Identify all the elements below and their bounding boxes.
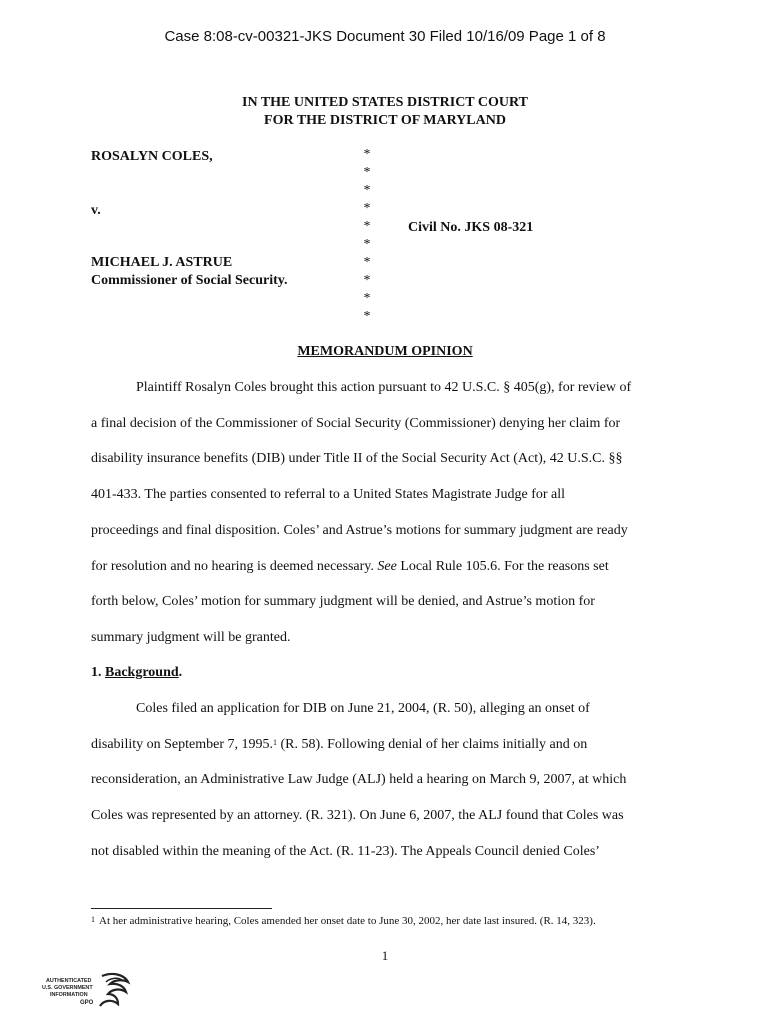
defendant-name: MICHAEL J. ASTRUE xyxy=(91,255,233,270)
caption-star: * xyxy=(363,273,371,288)
intro-paragraph xyxy=(91,370,691,656)
defendant-title: Commissioner of Social Security. xyxy=(91,273,288,288)
paragraph-line: disability insurance benefits (DIB) under Title II of the Social Security Act (Act), 42 U.S.C. §§ xyxy=(91,451,623,467)
paragraph-line: not disabled within the meaning of the Act. (R. 11-23). The Appeals Council denied Coles’ xyxy=(91,843,600,859)
paragraph-line: 401-433. The parties consented to referral to a United States Magistrate Judge for all xyxy=(91,487,566,503)
paragraph-line xyxy=(91,727,691,763)
court-name-line1: IN THE UNITED STATES DISTRICT COURT xyxy=(242,95,528,110)
caption-star: * xyxy=(363,219,371,234)
court-name-line2: FOR THE DISTRICT OF MARYLAND xyxy=(264,113,506,128)
see-citation-signal: See xyxy=(377,558,397,574)
background-paragraph xyxy=(91,691,691,870)
page-number: 1 xyxy=(381,948,389,963)
paragraph-line: forth below, Coles’ motion for summary judgment will be denied, and Astrue’s motion for xyxy=(91,594,595,610)
civil-case-number: Civil No. JKS 08-321 xyxy=(408,220,534,235)
caption-star: * xyxy=(363,309,371,324)
paragraph-line: Plaintiff Rosalyn Coles brought this action pursuant to 42 U.S.C. § 405(g), for review of xyxy=(136,380,632,395)
gpo-eagle-icon xyxy=(40,970,140,1016)
footnote-reference[interactable]: 1 xyxy=(272,737,277,747)
paragraph-line: reconsideration, an Administrative Law Judge (ALJ) held a hearing on March 9, 2007, at which xyxy=(91,772,627,788)
paragraph-line: Coles was represented by an attorney. (R. 321). On June 6, 2007, the ALJ found that Coles was xyxy=(91,808,624,824)
paragraph-line: summary judgment will be granted. xyxy=(91,629,291,645)
section-number: 1. xyxy=(91,665,105,680)
logo-line3: INFORMATION xyxy=(50,992,88,998)
section-heading-text: Background xyxy=(105,665,179,680)
logo-line2: U.S. GOVERNMENT xyxy=(42,985,93,991)
caption-star: * xyxy=(363,165,371,180)
paragraph-line: proceedings and final disposition. Coles’ and Astrue’s motions for summary judgment are ready xyxy=(91,522,628,538)
caption-star: * xyxy=(363,291,371,306)
footnote-divider xyxy=(91,908,272,909)
plaintiff-name: ROSALYN COLES, xyxy=(91,149,213,164)
document-header-stamp: Case 8:08-cv-00321-JKS Document 30 Filed 10/16/09 Page 1 of 8 xyxy=(164,28,606,45)
footnote-text: At her administrative hearing, Coles amended her onset date to June 30, 2002, her date last insured. (R. 14, 323). xyxy=(99,915,596,927)
paragraph-text: for resolution and no hearing is deemed necessary. xyxy=(91,558,378,574)
logo-mark: GPO xyxy=(80,1000,94,1006)
footnote xyxy=(91,915,711,927)
section-heading xyxy=(91,665,182,681)
paragraph-text: disability on September 7, 1995. xyxy=(91,736,273,752)
paragraph-line: a final decision of the Commissioner of Social Security (Commissioner) denying her claim for xyxy=(91,415,621,431)
caption-star: * xyxy=(363,255,371,270)
paragraph-text: Local Rule 105.6. For the reasons set xyxy=(396,558,609,574)
document-title: MEMORANDUM OPINION xyxy=(297,344,473,359)
caption-star: * xyxy=(363,147,371,162)
caption-star: * xyxy=(363,183,371,198)
footnote-number: 1 xyxy=(91,915,95,924)
paragraph-text: (R. 58). Following denial of her claims initially and on xyxy=(276,736,588,752)
paragraph-line xyxy=(91,549,691,585)
paragraph-line: Coles filed an application for DIB on June 21, 2004, (R. 50), alleging an onset of xyxy=(136,701,590,716)
gpo-authentication-logo xyxy=(40,970,140,1016)
caption-star: * xyxy=(363,201,371,216)
caption-star: * xyxy=(363,237,371,252)
section-heading-period: . xyxy=(178,665,183,680)
logo-line1: AUTHENTICATED xyxy=(46,978,92,984)
versus-label: v. xyxy=(91,203,101,218)
